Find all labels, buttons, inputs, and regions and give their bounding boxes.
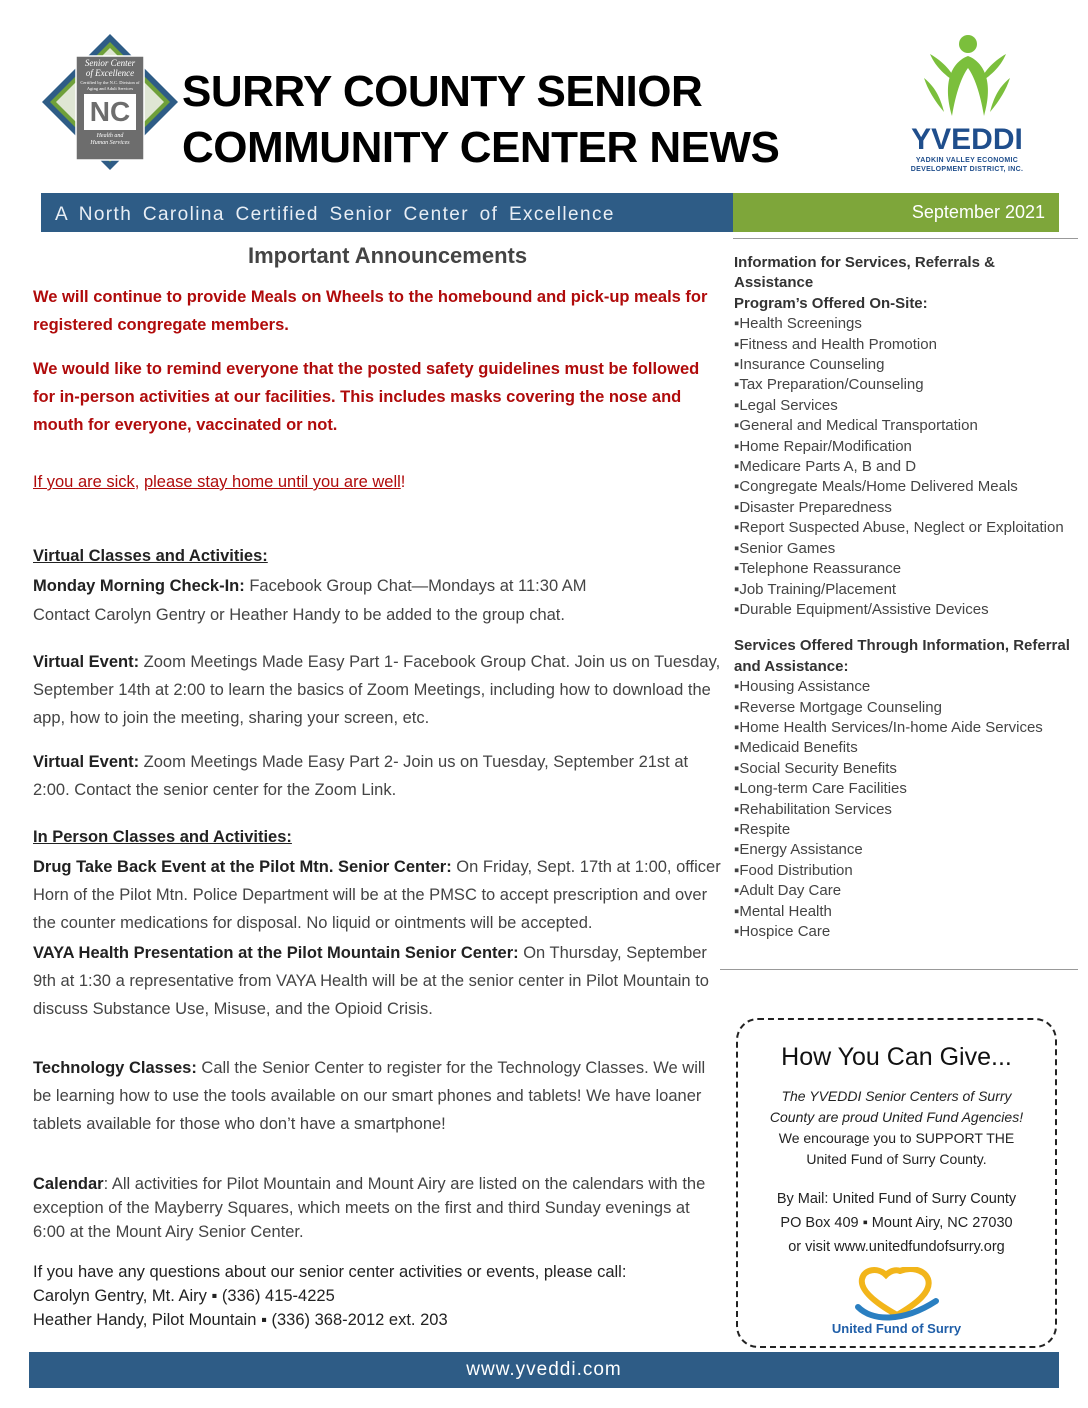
onsite-service-item: ▪ General and Medical Transportation	[734, 416, 1074, 436]
onsite-service-item: ▪ Medicare Parts A, B and D	[734, 457, 1074, 477]
give-support2: United Fund of Surry County.	[806, 1151, 987, 1167]
referral-service-item: ▪ Home Health Services/In-home Aide Services	[734, 718, 1074, 738]
referral-services-list	[734, 677, 1074, 942]
onsite-service-item: ▪ Report Suspected Abuse, Neglect or Exploitation	[734, 518, 1074, 538]
senior-center-badge	[40, 32, 180, 172]
vaya-presentation	[33, 939, 723, 1023]
sick-sep: ,	[134, 473, 144, 491]
sidebar-divider	[720, 969, 1078, 970]
checkin-item	[33, 572, 723, 600]
page-title	[182, 64, 779, 176]
vaya-text: On Thursday, September 9th at 1:30 a representative from VAYA Health will be at the senior center in Pilot Mountain to discuss Substance Use, Misuse, and the Opioid Crisis.	[33, 944, 709, 1018]
tech-text: Call the Senior Center to register for the Technology Classes. We will be learning how to use the tools available on our smart phones and tablets! We have loaner tablets available for those who don’t have a smartphone!	[33, 1059, 706, 1133]
announcements-heading: Important Announcements	[248, 243, 528, 268]
onsite-service-item: ▪ Job Training/Placement	[734, 580, 1074, 600]
referral-service-item: ▪ Rehabilitation Services	[734, 800, 1074, 820]
technology-classes	[33, 1054, 723, 1138]
divider	[733, 238, 1078, 239]
virtual-event-2	[33, 748, 723, 804]
event2-label: Virtual Event:	[33, 753, 140, 771]
event1-text: Zoom Meetings Made Easy Part 1- Facebook Group Chat. Join us on Tuesday, September 14th at 2:00 to learn the basics of Zoom Meetings, including how to download the app, how to join the meeting, sharing your screen, etc.	[33, 653, 721, 727]
referral-service-item: ▪ Social Security Benefits	[734, 759, 1074, 779]
badge-hhs2: Human Services	[90, 140, 130, 146]
onsite-service-item: ▪ Legal Services	[734, 396, 1074, 416]
inperson-heading: In Person Classes and Activities:	[33, 828, 292, 846]
give-mail2: PO Box 409 ▪ Mount Airy, NC 27030	[780, 1215, 1013, 1231]
badge-hhs1: Health and	[96, 133, 124, 139]
tech-label: Technology Classes:	[33, 1059, 197, 1077]
give-support1: We encourage you to SUPPORT THE	[778, 1130, 1015, 1146]
contact-carolyn: Carolyn Gentry, Mt. Airy ▪ (336) 415-4225	[33, 1287, 335, 1305]
referral-service-item: ▪ Medicaid Benefits	[734, 738, 1074, 758]
sick-end: !	[400, 473, 406, 491]
announcement-meals: We will continue to provide Meals on Wheels to the homebound and pick-up meals for registered congregate members.	[33, 288, 708, 334]
yveddi-logo	[892, 32, 1042, 182]
issue-month: September 2021	[733, 193, 1059, 232]
give-italic: The YVEDDI Senior Centers of Surry County are proud United Fund Agencies!	[769, 1088, 1024, 1125]
united-fund-logo-text: United Fund of Surry	[831, 1321, 962, 1336]
drug-text: On Friday, Sept. 17th at 1:00, officer Horn of the Pilot Mtn. Police Department will be at the PMSC to accept prescription and over the counter medications for disposal. No liquid or ointments will be accepted.	[33, 858, 721, 932]
virtual-event-1	[33, 648, 723, 732]
calendar-note	[33, 1172, 723, 1244]
badge-line1: Senior Center	[84, 58, 136, 68]
event1-label: Virtual Event:	[33, 653, 140, 671]
title-line2: COMMUNITY CENTER NEWS	[182, 123, 780, 172]
event2-text: Zoom Meetings Made Easy Part 2- Join us on Tuesday, September 21st at 2:00. Contact the senior center for the Zoom Link.	[33, 753, 689, 799]
announcement-safety: We would like to remind everyone that the posted safety guidelines must be followed for in-person activities at our facilities. This includes masks covering the nose and mouth for everyone, vaccinated or not.	[33, 360, 700, 434]
onsite-service-item: ▪ Telephone Reassurance	[734, 559, 1074, 579]
onsite-services-list	[734, 314, 1074, 620]
announcement-sick	[33, 468, 723, 496]
drug-take-back	[33, 853, 723, 937]
excellence-banner: A North Carolina Certified Senior Center of Excellence	[41, 193, 733, 232]
onsite-service-item: ▪ Disaster Preparedness	[734, 498, 1074, 518]
drug-label: Drug Take Back Event at the Pilot Mtn. Senior Center:	[33, 858, 452, 876]
referral-service-item: ▪ Food Distribution	[734, 861, 1074, 881]
sidebar-heading-referral: Services Offered Through Information, Referral and Assistance:	[734, 637, 1070, 675]
sick-text: If you are sick	[33, 473, 135, 491]
how-you-can-give-box	[736, 1018, 1057, 1348]
yveddi-person-icon	[922, 32, 1012, 122]
contacts-intro: If you have any questions about our senior center activities or events, please call:	[33, 1263, 627, 1281]
referral-service-item: ▪ Housing Assistance	[734, 677, 1074, 697]
onsite-service-item: ▪ Tax Preparation/Counseling	[734, 375, 1074, 395]
give-website: or visit www.unitedfundofsurry.org	[788, 1239, 1005, 1255]
calendar-label: Calendar	[33, 1175, 104, 1193]
stay-home-text: please stay home until you are well	[143, 473, 401, 491]
contact-heather: Heather Handy, Pilot Mountain ▪ (336) 368-2012 ext. 203	[33, 1311, 448, 1329]
checkin-contact: Contact Carolyn Gentry or Heather Handy to be added to the group chat.	[33, 606, 565, 624]
badge-certified: Certified by the N.C. Division of Aging and Adult Services	[80, 80, 140, 91]
referral-service-item: ▪ Hospice Care	[734, 922, 1074, 942]
footer-url[interactable]: www.yveddi.com	[29, 1352, 1059, 1388]
contacts	[33, 1260, 723, 1332]
yveddi-sub2: DEVELOPMENT DISTRICT, INC.	[910, 166, 1024, 173]
checkin-label: Monday Morning Check-In:	[33, 577, 245, 595]
referral-service-item: ▪ Respite	[734, 820, 1074, 840]
united-fund-heart-icon	[852, 1267, 942, 1321]
checkin-text: Facebook Group Chat—Mondays at 11:30 AM	[244, 577, 587, 595]
badge-line2: of Excellence	[85, 68, 135, 78]
badge-nc: NC	[84, 94, 136, 130]
referral-service-item: ▪ Energy Assistance	[734, 840, 1074, 860]
onsite-service-item: ▪ Fitness and Health Promotion	[734, 335, 1074, 355]
referral-service-item: ▪ Long-term Care Facilities	[734, 779, 1074, 799]
calendar-text: : All activities for Pilot Mountain and Mount Airy are listed on the calendars with the exception of the Mayberry Squares, which meets on the first and third Sunday evenings at 6:00 at the Mount Airy Senior Center.	[33, 1175, 706, 1241]
yveddi-name: YVEDDI	[911, 123, 1023, 156]
vaya-label: VAYA Health Presentation at the Pilot Mountain Senior Center:	[33, 944, 519, 962]
referral-service-item: ▪ Adult Day Care	[734, 881, 1074, 901]
referral-service-item: ▪ Reverse Mortgage Counseling	[734, 698, 1074, 718]
yveddi-sub1: YADKIN VALLEY ECONOMIC	[915, 157, 1019, 164]
title-line1: SURRY COUNTY SENIOR	[182, 67, 703, 116]
referral-service-item: ▪ Mental Health	[734, 902, 1074, 922]
services-sidebar	[734, 253, 1074, 942]
virtual-heading: Virtual Classes and Activities:	[33, 547, 268, 565]
onsite-service-item: ▪ Home Repair/Modification	[734, 437, 1074, 457]
onsite-service-item: ▪ Durable Equipment/Assistive Devices	[734, 600, 1074, 620]
onsite-service-item: ▪ Congregate Meals/Home Delivered Meals	[734, 477, 1074, 497]
give-mail1: By Mail: United Fund of Surry County	[776, 1191, 1017, 1207]
sidebar-heading-onsite: Program’s Offered On-Site:	[734, 294, 928, 312]
onsite-service-item: ▪ Insurance Counseling	[734, 355, 1074, 375]
give-heading: How You Can Give...	[781, 1043, 1012, 1071]
onsite-service-item: ▪ Health Screenings	[734, 314, 1074, 334]
onsite-service-item: ▪ Senior Games	[734, 539, 1074, 559]
sidebar-heading-info: Information for Services, Referrals & Assistance	[734, 254, 995, 292]
